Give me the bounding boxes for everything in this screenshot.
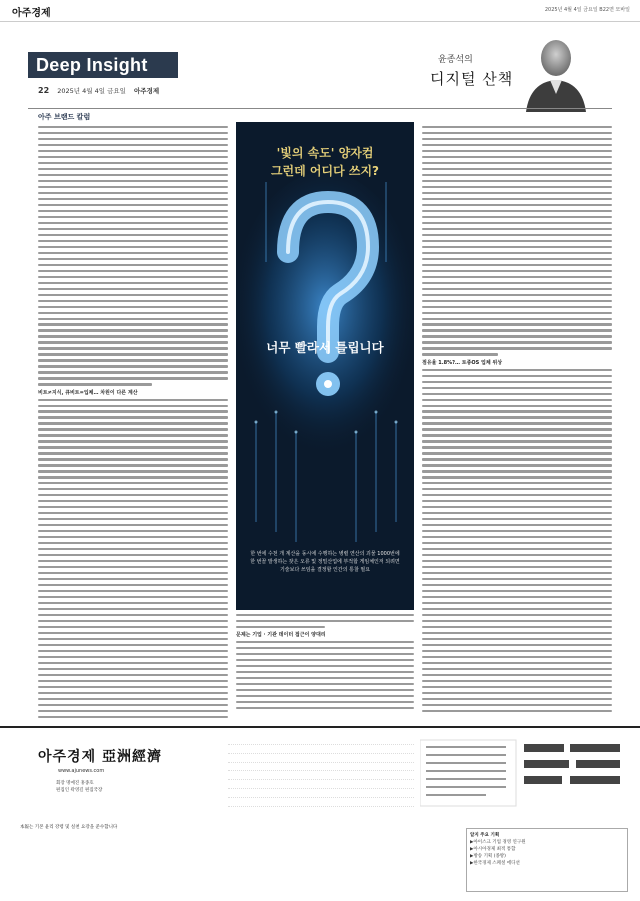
hero-headline-line-1: '빛의 속도' 양자컴 xyxy=(276,146,374,160)
ethics-notice: 本報는 기본 윤리 강령 및 실천 요강을 준수합니다 xyxy=(20,825,118,830)
column-1-lines-b xyxy=(38,399,228,718)
hero-illustration xyxy=(236,122,414,610)
partner-logos xyxy=(420,738,630,808)
column-author: 윤종석의 xyxy=(438,55,473,65)
column-1-lines-a xyxy=(38,126,228,386)
promo-line-4[interactable]: ▶한국경제 스페셜 에디션 xyxy=(470,861,520,866)
article-column-3 xyxy=(422,126,612,720)
dateline xyxy=(38,86,159,95)
promo-box xyxy=(466,828,628,892)
column-3-lines-a xyxy=(422,126,612,356)
article-subhead-2: 문제는 기업 · 기관 데이터 접근이 양대리 xyxy=(236,632,326,639)
section-divider xyxy=(28,108,612,109)
article-subhead-1: 비트≠지식, 큐비트=입체… 차원이 다른 계산 xyxy=(38,389,138,396)
page-number: 22 xyxy=(38,86,50,95)
promo-line-1[interactable]: ▶아이스크 기업 경영 연구원 xyxy=(470,840,526,845)
footer-brand: 아주경제 亞洲經濟 xyxy=(38,749,162,765)
quantum-question-mark-graphic xyxy=(236,122,414,610)
promo-line-3[interactable]: ▶방송 기획 (종방) xyxy=(470,854,506,859)
edition-meta: 2025년 4월 4일 금요일 B22면 모바일 xyxy=(544,7,630,13)
column-title: 디지털 산책 xyxy=(430,70,514,88)
promo-title: 알지 주요 기획 xyxy=(470,833,500,838)
staff-line-1: 회장 명예진 홍종호 xyxy=(56,781,94,786)
column-3-lines-b xyxy=(422,369,612,712)
column-2-lines-b xyxy=(236,641,414,709)
author-portrait xyxy=(520,28,592,112)
hero-headline-line-2: 그런데 어디다 쓰지? xyxy=(270,164,380,178)
article-subhead-3: 점유율 1.8%?… 토종OS 업체 위상 xyxy=(422,359,503,366)
staff-line-2: 편집인 곽영길 편집국장 xyxy=(56,788,103,793)
section-header xyxy=(0,22,640,112)
deep-insight-banner: Deep Insight xyxy=(28,52,178,78)
footer-website[interactable]: www.ajunews.com xyxy=(58,768,105,774)
top-bar xyxy=(0,0,640,22)
promo-line-2[interactable]: ▶아시아경제 최적 통합 xyxy=(470,847,516,852)
hero-caption: 한 번에 수천 개 계산을 동시에 수행하는 병렬 연산의 괴물 1000번에 한 번꼴 발생하는 잦은 오류 및 정밀산업에 부적합 게임체인저 되려면 기술보다 쓰임을 결정할 인간의 통찰 필요 xyxy=(250,551,400,573)
column-2-lines-a xyxy=(236,614,414,628)
hero-main-headline: 너무 빨라서 틀립니다 xyxy=(266,340,384,355)
article-column-2 xyxy=(236,614,414,720)
issue-date: 2025년 4월 4일 금요일 xyxy=(57,87,126,95)
masthead-logo: 아주경제 xyxy=(12,8,51,19)
masthead-footer xyxy=(0,726,640,901)
section-label: 아주 브랜드 칼럼 xyxy=(38,113,91,121)
paper-name: 아주경제 xyxy=(133,87,160,95)
phone-directory xyxy=(228,738,414,818)
article-column-1 xyxy=(38,126,228,720)
footer-staff xyxy=(56,780,102,794)
